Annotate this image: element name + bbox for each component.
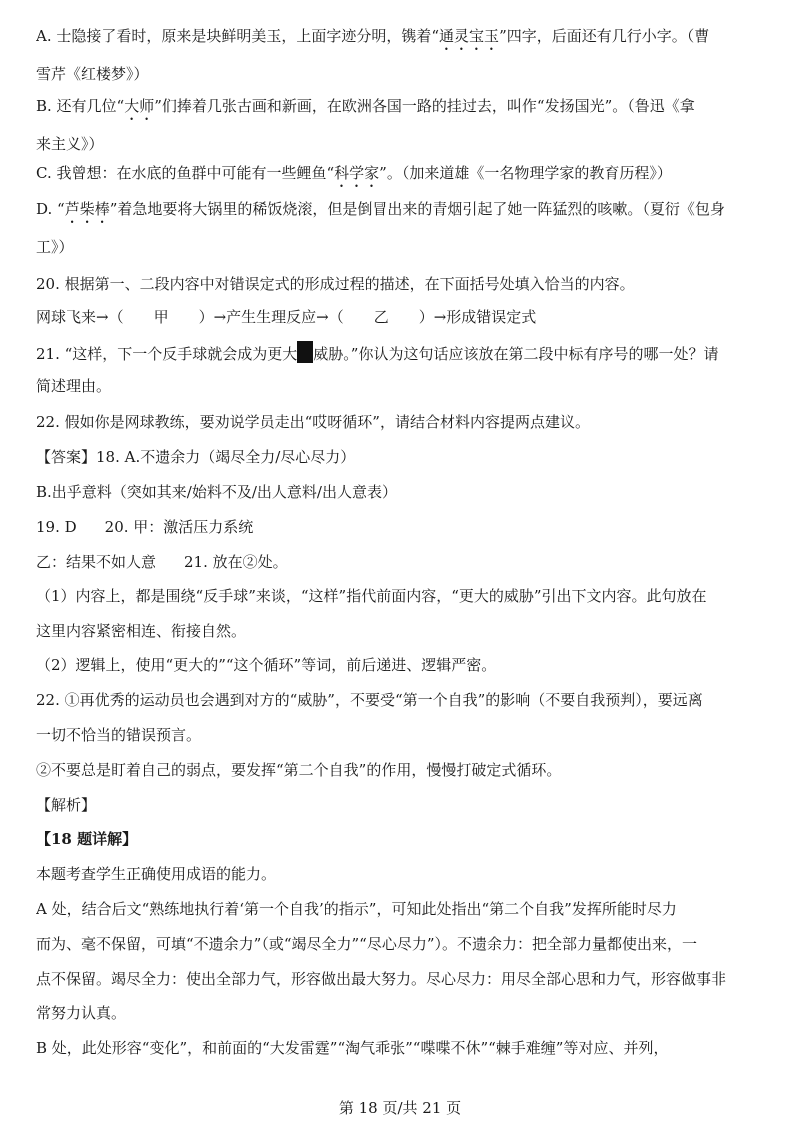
option-a-line-2: 雪芹《红楼梦》） [36, 65, 149, 83]
question-21-text-end: 威胁。”你认为这句话应该放在第二段中标有序号的哪一处？请 [313, 345, 719, 363]
option-d-line-2: 工》） [36, 238, 74, 256]
answer-20-21 [36, 552, 766, 572]
analysis-intro: 本题考查学生正确使用成语的能力。 [36, 865, 277, 883]
option-d-emphasis: 芦柴棒 [64, 200, 110, 218]
option-a-emphasis: 通灵宝玉 [439, 27, 500, 45]
answer-21-reason-1: （1）内容上，都是围绕“反手球”来谈，“这样”指代前面内容，“更大的威胁”引出下文内容。此句放在 [36, 587, 707, 605]
option-c-text-end: ”。（加来道雄《一名物理学家的教育历程》） [379, 164, 672, 182]
option-a-text-start: A. 士隐接了看时，原来是块鲜明美玉，上面字迹分明，镌着“ [36, 27, 440, 45]
option-b-line [36, 96, 766, 124]
answer-21-reason-2: （2）逻辑上，使用“更大的”“这个循环”等词，前后递进、逻辑严密。 [36, 656, 497, 674]
page-number: 第 18 页/共 21 页 [338, 1099, 462, 1117]
answer-21-reason-1-cont: 这里内容紧密相连、衔接自然。 [36, 622, 247, 640]
option-b-text-start: B. 还有几位“ [36, 97, 125, 115]
option-c-emphasis: 科学家 [334, 164, 380, 182]
option-c-line [36, 163, 766, 191]
answer-19-20 [36, 517, 766, 537]
answer-21: 21. 放在②处。 [184, 553, 288, 571]
answer-18-a: 【答案】18. A.不遗余力（竭尽全力/尽心尽力） [36, 448, 356, 466]
question-21-text-start: 21. “这样，下一个反手球就会成为更大 [36, 345, 298, 363]
answer-22-2: ②不要总是盯着自己的弱点，要发挥“第二个自我”的作用，慢慢打破定式循环。 [36, 761, 562, 779]
analysis-a-line-4: 常努力认真。 [36, 1004, 127, 1022]
analysis-18-header: 【18 题详解】 [36, 830, 138, 848]
option-a-line [36, 26, 766, 54]
analysis-a-line-3: 点不保留。竭尽全力：使出全部力气，形容做出最大努力。尽心尽力：用尽全部心思和力气，形容做事非 [36, 970, 727, 988]
analysis-a-line-2: 而为、毫不保留，可填“不遗余力”（或“竭尽全力”“尽心尽力”）。不遗余力：把全部力量都使出来，一 [36, 935, 698, 953]
analysis-b-line-1: B 处，此处形容“变化”，和前面的“大发雷霆”“淘气乖张”“喋喋不休”“棘手难缠”等对应、并列， [36, 1039, 669, 1057]
question-20-flow: 网球飞来→（ 甲 ）→产生生理反应→（ 乙 ）→形成错误定式 [36, 308, 537, 326]
option-d-text-start: D. “ [36, 200, 65, 218]
analysis-header: 【解析】 [36, 796, 97, 814]
question-21 [36, 341, 766, 364]
answer-19: 19. D [36, 518, 77, 536]
option-b-text-end: ”们捧着几张古画和新画，在欧洲各国一路的挂过去，叫作“发扬国光”。（鲁迅《拿 [154, 97, 695, 115]
answer-20-a: 20. 甲：激活压力系统 [104, 518, 254, 536]
question-21-line-2: 简述理由。 [36, 377, 112, 395]
option-d-line [36, 199, 766, 227]
option-b-line-2: 来主义》） [36, 135, 104, 153]
answer-18-b: B.出乎意料（突如其来/始料不及/出人意料/出人意表） [36, 483, 397, 501]
option-a-text-end: ”四字，后面还有几行小字。（曹 [499, 27, 710, 45]
answer-22-1: 22. ①再优秀的运动员也会遇到对方的“威胁”，不要受“第一个自我”的影响（不要自我预判），要远离 [36, 691, 703, 709]
option-d-text-end: ”着急地要将大锅里的稀饭烧滚，但是倒冒出来的青烟引起了她一阵猛烈的咳嗽。（夏衍《包身 [109, 200, 725, 218]
question-20: 20. 根据第一、二段内容中对错误定式的形成过程的描述，在下面括号处填入恰当的内容。 [36, 275, 635, 293]
analysis-a-line-1: A 处，结合后文“熟练地执行着‘第一个自我’的指示”，可知此处指出“第二个自我”发挥所能时尽力 [36, 900, 677, 918]
question-22: 22. 假如你是网球教练，要劝说学员走出“哎呀循环”，请结合材料内容提两点建议。 [36, 413, 590, 431]
option-c-text-start: C. 我曾想：在水底的鱼群中可能有一些鲤鱼“ [36, 164, 335, 182]
redaction-block [297, 341, 313, 363]
option-b-emphasis: 大师 [124, 97, 155, 115]
answer-22-1-cont: 一切不恰当的错误预言。 [36, 726, 202, 744]
answer-20-b: 乙：结果不如人意 [36, 553, 157, 571]
